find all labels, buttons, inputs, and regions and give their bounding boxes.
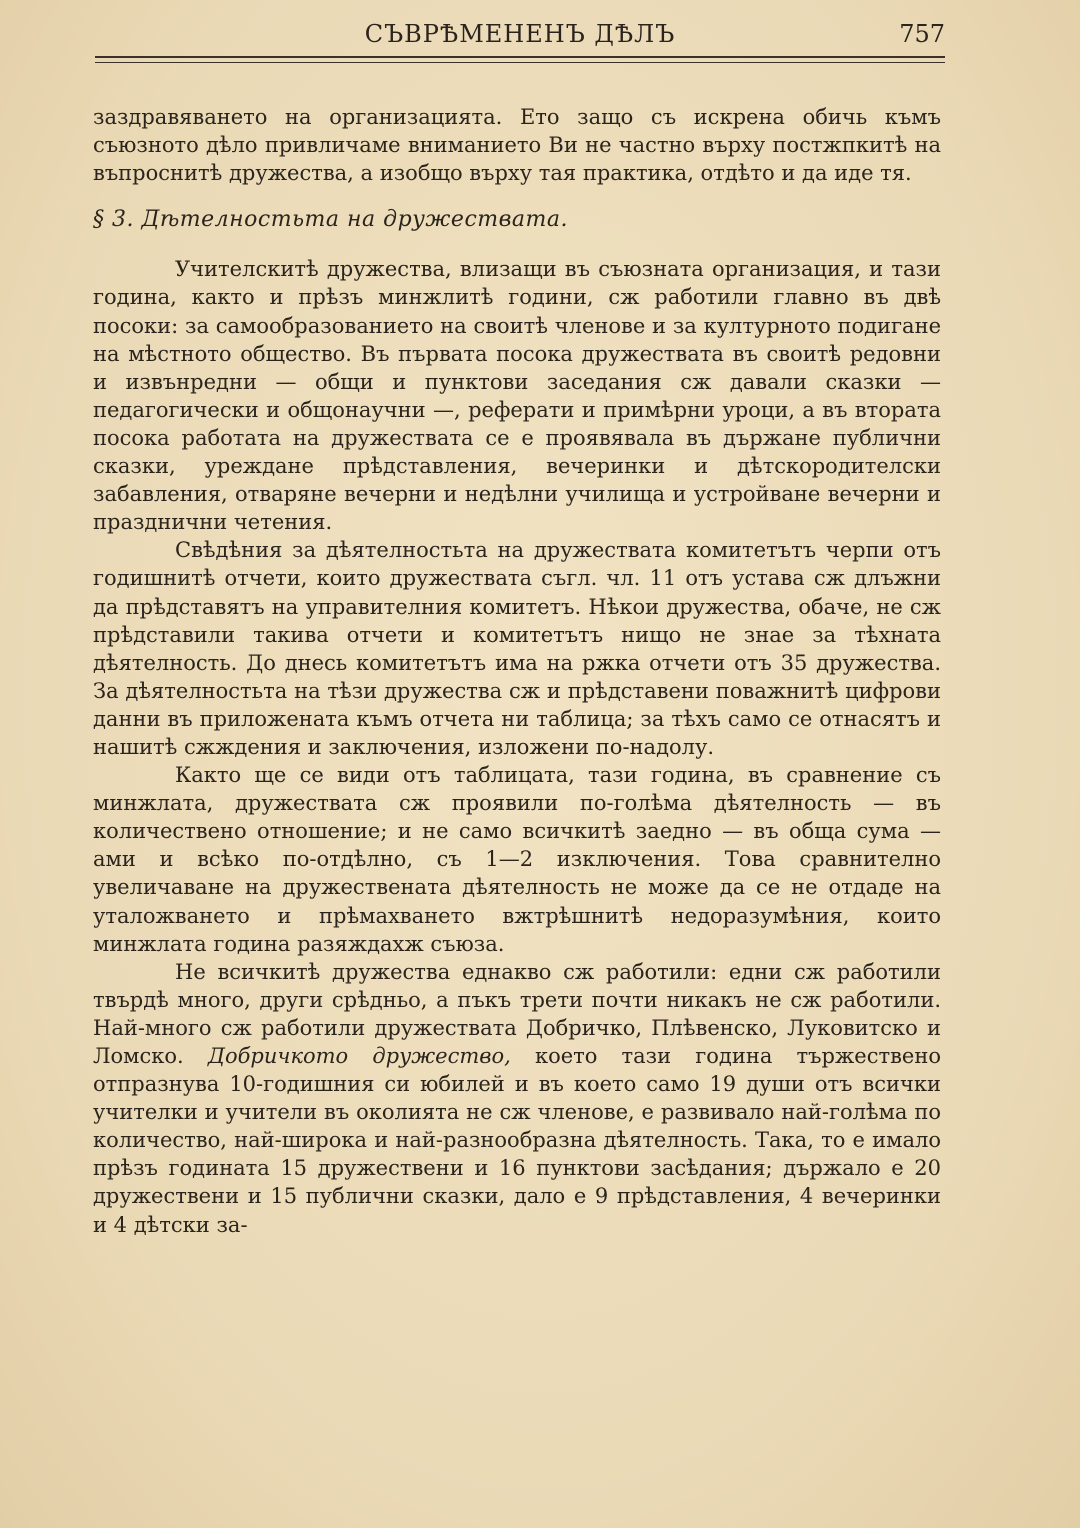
paragraph-reports: Свѣдѣния за дѣятелностьта на дружествата комитетътъ черпи отъ годишнитѣ отчети, които дружествата съгл. чл. 11 отъ устава сж длъжни да прѣдставятъ на управителния комитетъ. Нѣкои дружества, обаче, не сж прѣдставили такива отчети и комитетътъ нищо не знае за тѣхната дѣятелность. До днесь комитетътъ има на ржка отчети отъ 35 дружества. За дѣятелностьта на тѣзи дружества сж и прѣдставени поважнитѣ цифрови данни въ приложената къмъ отчета ни таблица; за тѣхъ само се отнасятъ и нашитѣ сжждения и заключения, изложени по-надолу.: [93, 538, 941, 759]
paragraph-activities: Учителскитѣ дружества, влизащи въ съюзната организация, и тази година, както и прѣзъ минжлитѣ години, сж работили главно въ двѣ посоки: за самообразованието на своитѣ членове и за културното подигане на мѣстното общество. Въ първата посока дружествата въ своитѣ редовни и извънредни — общи и пунктови заседания сж давали сказки — педагогически и общонаучни —, реферати и примѣрни уроци, а въ втората посока работата на дружествата се е проявявала въ държане публични сказки, уреждане прѣдставления, вечеринки и дѣтскородителски забавления, отваряне вечерни и недѣлни училища и устройване вечерни и празднични четения.: [93, 257, 941, 535]
dobrich-society-emphasis: Добричкото дружество,: [207, 1044, 511, 1068]
paragraph-comparison: Както ще се види отъ таблицата, тази година, въ сравнение съ минжлата, дружествата сж проявили по-голѣма дѣятелность — въ количествено отношение; и не само всичкитѣ заедно — въ обща сума — ами и всѣко по-отдѣлно, съ 1—2 изключения. Това сравнително увеличаване на дружествената дѣятелность не може да се не отдаде на уталожването и прѣмахването вжтрѣшнитѣ недоразумѣния, които минжлата година разяждахж съюза.: [93, 763, 941, 956]
paragraph-societies-text-1: Не всичкитѣ дружества еднакво сж работили: едни сж работили твърдѣ много, други срѣдньо, а пъкъ трети почти никакъ не сж работили. Най-много сж работили дружествата Добричко, Плѣвенско, Луковитско и Ломско.: [93, 959, 941, 1068]
paragraph-societies: [93, 958, 941, 1239]
page-number: 757: [899, 20, 945, 48]
header-rule-thick: [95, 56, 945, 58]
body-text: [93, 103, 941, 1239]
header-rule-thin: [95, 62, 945, 63]
page-header: [95, 14, 945, 54]
section-heading: § 3. Дѣтелностьта на дружествата.: [93, 207, 569, 233]
paragraph-societies-text-2: което тази година тържествено отпразнува 10-годишния си юбилей и въ което само 19 души отъ всички учителки и учители въ околията не сж членове, е развивало най-голѣма по количество, най-широка и най-разнообразна дѣятелность. Така, то е имало прѣзъ годината 15 дружествени и 16 пунктови засѣдания; държало е 20 дружествени и 15 публични сказки, дало е 9 прѣдставления, 4 вечеринки и 4 дѣтски за-: [93, 1044, 941, 1237]
paragraph-continuation: заздравяването на организацията. Ето защо съ искрена обичь къмъ съюзното дѣло привличаме вниманието Ви не частно върху постжпкитѣ на въпроснитѣ дружества, а изобщо върху тая практика, отдѣто и да иде тя.: [93, 105, 941, 186]
running-head: СЪВРѢМЕНЕНЪ ДѢЛЪ: [364, 20, 676, 48]
